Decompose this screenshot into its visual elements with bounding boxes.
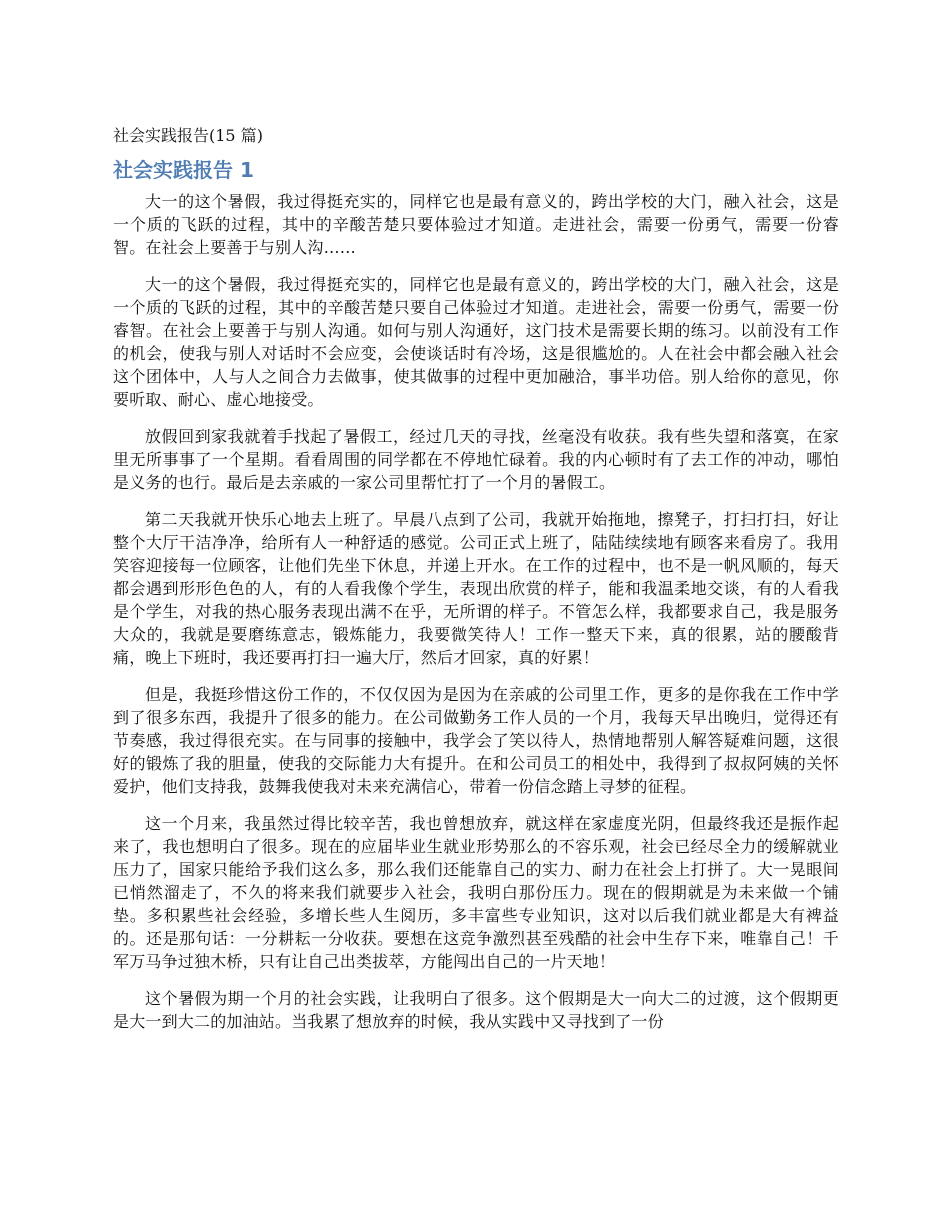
paragraph-6: 这一个月来，我虽然过得比较辛苦，我也曾想放弃，就这样在家虚度光阴，但最终我还是振作起来了，我也想明白了很多。现在的应届毕业生就业形势那么的不容乐观，社会已经尽全力的缓解就业压力了，国家只能给予我们这么多，那么我们还能靠自己的实力、耐力在社会上打拼了。大一晃眼间已悄然溜走了，不久的将来我们就要步入社会，我明白那份压力。现在的假期就是为未来做一个铺垫。多积累些社会经验，多增长些人生阅历，多丰富些专业知识，这对以后我们就业都是大有裨益的。还是那句话：一分耕耘一分收获。要想在这竞争激烈甚至残酷的社会中生存下来，唯靠自己！千军万马争过独木桥，只有让自己出类拔萃，方能闯出自己的一片天地！ xyxy=(113,814,839,971)
document-title: 社会实践报告(15 篇) xyxy=(113,126,263,145)
section-heading: 社会实践报告 1 xyxy=(113,158,254,182)
paragraph-1: 大一的这个暑假，我过得挺充实的，同样它也是最有意义的，跨出学校的大门，融入社会，这是一个质的飞跃的过程，其中的辛酸苦楚只要体验过才知道。走进社会，需要一份勇气，需要一份睿智。在社会上要善于与别人沟…… xyxy=(113,192,839,257)
document-page xyxy=(113,124,839,1047)
paragraph-4: 第二天我就开快乐心地去上班了。早晨八点到了公司，我就开始拖地，擦凳子，打扫打扫，好让整个大厅干洁净净，给所有人一种舒适的感觉。公司正式上班了，陆陆续续地有顾客来看房了。我用笑容迎接每一位顾客，让他们先坐下休息，并递上开水。在工作的过程中，也不是一帆风顺的，每天都会遇到形形色色的人，有的人看我像个学生，表现出欣赏的样子，能和我温柔地交谈，有的人看我是个学生，对我的热心服务表现出满不在乎，无所谓的样子。不管怎么样，我都要求自己，我是服务大众的，我就是要磨练意志，锻炼能力，我要微笑待人！工作一整天下来，真的很累，站的腰酸背痛，晚上下班时，我还要再打扫一遍大厅，然后才回家，真的好累！ xyxy=(113,510,839,667)
paragraph-5: 但是，我挺珍惜这份工作的，不仅仅因为是因为在亲戚的公司里工作，更多的是你我在工作中学到了很多东西，我提升了很多的能力。在公司做勤务工作人员的一个月，我每天早出晚归，觉得还有节奏感，我过得很充实。在与同事的接触中，我学会了笑以待人，热情地帮别人解答疑难问题，这很好的锻炼了我的胆量，使我的交际能力大有提升。在和公司员工的相处中，我得到了叔叔阿姨的关怀爱护，他们支持我，鼓舞我使我对未来充满信心，带着一份信念踏上寻梦的征程。 xyxy=(113,685,839,796)
paragraph-2: 大一的这个暑假，我过得挺充实的，同样它也是最有意义的，跨出学校的大门，融入社会，这是一个质的飞跃的过程，其中的辛酸苦楚只要自己体验过才知道。走进社会，需要一份勇气，需要一份睿智。在社会上要善于与别人沟通。如何与别人沟通好，这门技术是需要长期的练习。以前没有工作的机会，使我与别人对话时不会应变，会使谈话时有冷场，这是很尴尬的。人在社会中都会融入社会这个团体中，人与人之间合力去做事，使其做事的过程中更加融洽，事半功倍。别人给你的意见，你要听取、耐心、虚心地接受。 xyxy=(113,275,839,409)
paragraph-7: 这个暑假为期一个月的社会实践，让我明白了很多。这个假期是大一向大二的过渡，这个假期更是大一到大二的加油站。当我累了想放弃的时候，我从实践中又寻找到了一份 xyxy=(113,989,839,1031)
paragraph-3: 放假回到家我就着手找起了暑假工，经过几天的寻找，丝毫没有收获。我有些失望和落寞，在家里无所事事了一个星期。看看周围的同学都在不停地忙碌着。我的内心顿时有了去工作的冲动，哪怕是义务的也行。最后是去亲戚的一家公司里帮忙打了一个月的暑假工。 xyxy=(113,427,839,492)
